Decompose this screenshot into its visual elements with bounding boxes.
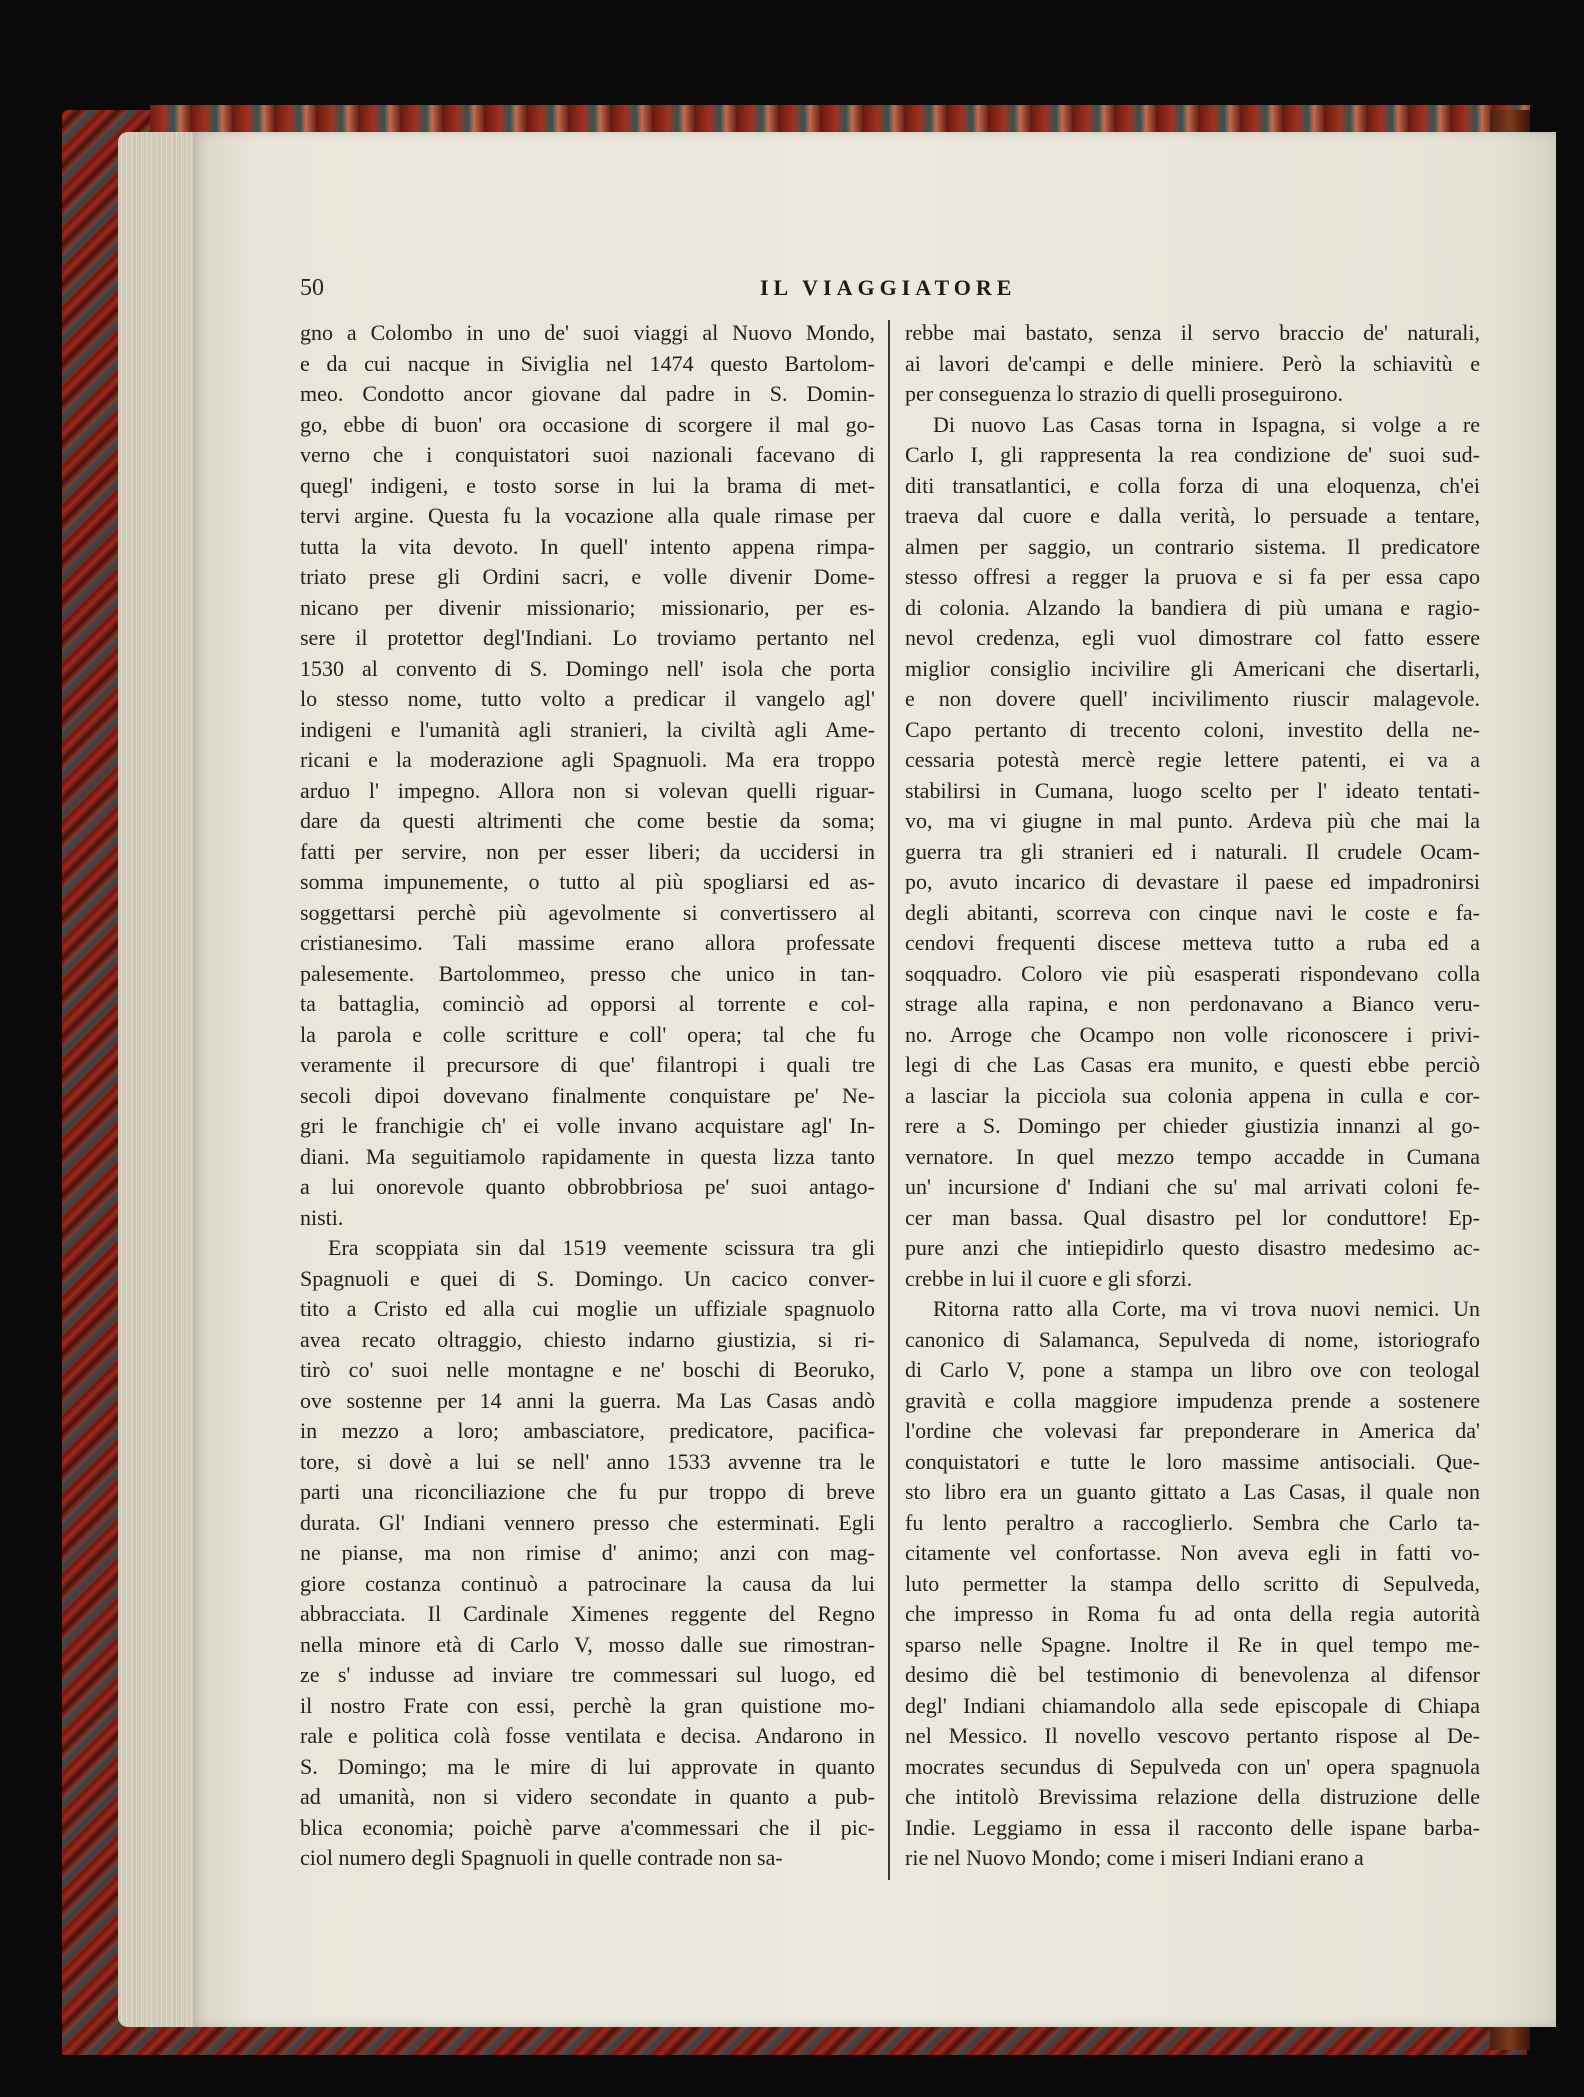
text-line: veramente il precursore di que' filantropi i quali tre <box>300 1052 875 1077</box>
text-line: guerra tra gli stranieri ed i naturali. Il crudele Ocam- <box>905 838 1480 864</box>
text-line: dare da questi altrimenti che come bestie da soma; <box>300 808 875 833</box>
right-column <box>905 318 1480 1898</box>
left-column <box>300 318 875 1898</box>
text-line: rebbe mai bastato, senza il servo braccio de' naturali, <box>905 320 1480 345</box>
text-line: e da cui nacque in Siviglia nel 1474 questo Bartolom- <box>300 350 875 376</box>
text-line: somma impunemente, o tutto al più spogliarsi ed as- <box>300 869 875 894</box>
text-line: la parola e colle scritture e coll' opera; tal che fu <box>300 1021 875 1047</box>
left-paragraph-2 <box>300 1233 875 1874</box>
text-line: vo, ma vi giugne in mal punto. Ardeva più che mai la <box>905 808 1480 833</box>
text-line: secoli dipoi dovevano finalmente conquistare pe' Ne- <box>300 1082 875 1108</box>
text-line: palesemente. Bartolommeo, presso che unico in tan- <box>300 960 875 986</box>
text-line: parti una riconciliazione che fu pur troppo di breve <box>300 1479 875 1504</box>
text-line: po, avuto incarico di devastare il paese ed impadronirsi <box>905 869 1480 894</box>
text-line: strage alla rapina, e non perdonavano a Bianco veru- <box>905 991 1480 1016</box>
text-line: per conseguenza lo strazio di quelli proseguirono. <box>905 381 1344 406</box>
text-line: legi di che Las Casas era munito, e questi ebbe perciò <box>905 1052 1480 1077</box>
page-number: 50 <box>300 275 324 301</box>
text-line: arduo l' impegno. Allora non si volevan quelli riguar- <box>300 777 875 803</box>
text-line: nel Messico. Il novello vescovo pertanto rispose al De- <box>905 1723 1480 1748</box>
text-line: sto libro era un guanto gittato a Las Casas, il quale non <box>905 1479 1480 1504</box>
text-line: Indie. Leggiamo in essa il racconto delle ispane barba- <box>905 1814 1480 1840</box>
text-line: ciol numero degli Spagnuoli in quelle contrade non sa- <box>300 1845 783 1870</box>
text-line: blica economia; poichè parve a'commessari che il pic- <box>300 1814 875 1840</box>
text-line: tore, si dovè a lui se nell' anno 1533 avvenne tra le <box>300 1448 875 1474</box>
text-line: gri le franchigie ch' ei volle invano acquistare agl' In- <box>300 1113 875 1138</box>
text-line: nicano per divenir missionario; missionario, per es- <box>300 594 875 620</box>
text-line: S. Domingo; ma le mire di lui approvate in quanto <box>300 1753 875 1779</box>
text-line: che impresso in Roma fu ad onta della regia autorità <box>905 1601 1480 1626</box>
text-line: diani. Ma seguitiamolo rapidamente in questa lizza tanto <box>300 1143 875 1169</box>
text-line: Ritorna ratto alla Corte, ma vi trova nuovi nemici. Un <box>933 1296 1480 1321</box>
running-title: IL VIAGGIATORE <box>760 275 1017 300</box>
text-line: ove sostenne per 14 anni la guerra. Ma Las Casas andò <box>300 1387 875 1413</box>
text-line: avea recato oltraggio, chiesto indarno giustizia, si ri- <box>300 1326 875 1352</box>
text-line: fatti per servire, non per esser liberi; da uccidersi in <box>300 838 875 864</box>
text-line: rale e politica colà fosse ventilata e decisa. Andarono in <box>300 1723 875 1748</box>
text-line: degli abitanti, scorreva con cinque navi le coste e fa- <box>905 899 1480 925</box>
text-line: stabilirsi in Cumana, luogo scelto per l' ideato tentati- <box>905 777 1480 803</box>
column-divider <box>888 320 890 1880</box>
text-line: mocrates secundus di Sepulveda con un' opera spagnuola <box>905 1753 1480 1779</box>
text-line: stesso offresi a regger la pruova e si fa per essa capo <box>905 564 1480 589</box>
text-line: tervi argine. Questa fu la vocazione alla quale rimase per <box>300 503 875 528</box>
text-line: pure anzi che intiepidirlo questo disastro medesimo ac- <box>905 1235 1480 1260</box>
text-line: di Carlo V, pone a stampa un libro ove con teologal <box>905 1357 1480 1382</box>
text-line: nevol credenza, egli vuol dimostrare col fatto essere <box>905 625 1480 650</box>
text-line: l'ordine che volevasi far preponderare in America da' <box>905 1418 1480 1443</box>
text-line: go, ebbe di buon' ora occasione di scorgere il mal go- <box>300 411 875 437</box>
text-line: cer man bassa. Qual disastro pel lor conduttore! Ep- <box>905 1204 1480 1230</box>
text-line: ta battaglia, cominciò ad opporsi al torrente e col- <box>300 991 875 1016</box>
text-line: cessaria potestà mercè regie lettere patenti, ei va a <box>905 747 1480 772</box>
text-line: ne pianse, ma non rimise d' animo; anzi con mag- <box>300 1540 875 1565</box>
text-line: il nostro Frate con essi, perchè la gran quistione mo- <box>300 1692 875 1718</box>
text-line: un' incursione d' Indiani che su' mal arrivati coloni fe- <box>905 1174 1480 1199</box>
text-line: diti transatlantici, e colla forza di una eloquenza, ch'ei <box>905 472 1480 498</box>
text-line: tutta la vita devoto. In quell' intento appena rimpa- <box>300 533 875 559</box>
right-paragraph-3 <box>905 1294 1480 1874</box>
text-line: nella minore età di Carlo V, mosso dalle sue rimostran- <box>300 1631 875 1657</box>
text-line: in mezzo a loro; ambasciatore, predicatore, pacifica- <box>300 1418 875 1443</box>
text-line: gno a Colombo in uno de' suoi viaggi al Nuovo Mondo, <box>300 320 875 345</box>
text-line: a lasciar la picciola sua colonia appena in culla e cor- <box>905 1082 1480 1108</box>
text-line: lo stesso nome, tutto volto a predicar il vangelo agl' <box>300 686 875 711</box>
text-line: ricani e la moderazione agli Spagnuoli. Ma era troppo <box>300 747 875 772</box>
text-line: Spagnuoli e quei di S. Domingo. Un cacico conver- <box>300 1265 875 1291</box>
text-line: 1530 al convento di S. Domingo nell' isola che porta <box>300 655 875 681</box>
text-line: rie nel Nuovo Mondo; come i miseri Indiani erano a <box>905 1845 1364 1870</box>
text-line: almen per saggio, un contrario sistema. Il predicatore <box>905 533 1480 559</box>
text-line: vernatore. In quel mezzo tempo accadde in Cumana <box>905 1143 1480 1169</box>
text-line: indigeni e l'umanità agli stranieri, la civiltà agli Ame- <box>300 716 875 742</box>
text-line: nisti. <box>300 1204 344 1230</box>
text-line: luto permetter la stampa dello scritto di Sepulveda, <box>905 1570 1480 1596</box>
text-line: soqquadro. Coloro vie più esasperati rispondevano colla <box>905 960 1480 986</box>
text-line: sparso nelle Spagne. Inoltre il Re in quel tempo me- <box>905 1631 1480 1657</box>
text-line: conquistatori e tutte le loro massime antisociali. Que- <box>905 1448 1480 1474</box>
text-line: abbracciata. Il Cardinale Ximenes reggente del Regno <box>300 1601 875 1626</box>
text-line: a lui onorevole quanto obbrobbriosa pe' suoi antago- <box>300 1174 875 1199</box>
text-line: sere il protettor degl'Indiani. Lo troviamo pertanto nel <box>300 625 875 650</box>
text-line: ai lavori de'campi e delle miniere. Però la schiavitù e <box>905 350 1480 376</box>
text-line: che intitolò Brevissima relazione della distruzione delle <box>905 1784 1480 1809</box>
text-line: citamente vel confortasse. Non aveva egli in fatti vo- <box>905 1540 1480 1565</box>
text-line: quegl' indigeni, e tosto sorse in lui la brama di met- <box>300 472 875 498</box>
text-line: degl' Indiani chiamandolo alla sede episcopale di Chiapa <box>905 1692 1480 1718</box>
page-header <box>300 275 1525 305</box>
text-line: ad umanità, non si videro secondate in quanto a pub- <box>300 1784 875 1809</box>
text-line: durata. Gl' Indiani vennero presso che esterminati. Egli <box>300 1509 875 1535</box>
text-line: Capo pertanto di trecento coloni, investito della ne- <box>905 716 1480 742</box>
text-line: meo. Condotto ancor giovane dal padre in S. Domin- <box>300 381 875 406</box>
text-line: gravità e colla maggiore impudenza prende a sostenere <box>905 1387 1480 1413</box>
text-line: verno che i conquistatori suoi nazionali facevano di <box>300 442 875 467</box>
text-line: miglior consiglio incivilire gli Americani che disertarli, <box>905 655 1480 681</box>
text-line: cristianesimo. Tali massime erano allora professate <box>300 930 875 955</box>
text-line: crebbe in lui il cuore e gli sforzi. <box>905 1265 1193 1291</box>
text-line: e non dovere quell' incivilimento riuscir malagevole. <box>905 686 1480 711</box>
text-line: tirò co' suoi nelle montagne e ne' boschi di Beoruko, <box>300 1357 875 1382</box>
right-paragraph-1 <box>905 318 1480 410</box>
text-line: Era scoppiata sin dal 1519 veemente scissura tra gli <box>328 1235 875 1260</box>
text-line: tito a Cristo ed alla cui moglie un uffiziale spagnuolo <box>300 1296 875 1321</box>
text-line: Di nuovo Las Casas torna in Ispagna, si volge a re <box>933 411 1480 437</box>
text-line: no. Arroge che Ocampo non volle riconoscere i privi- <box>905 1021 1480 1047</box>
text-line: di colonia. Alzando la bandiera di più umana e ragio- <box>905 594 1480 620</box>
text-line: ze s' indusse ad inviare tre commessari sul luogo, ed <box>300 1662 875 1687</box>
text-line: cendovi frequenti discese metteva tutto a ruba ed a <box>905 930 1480 955</box>
text-line: desimo diè bel testimonio di benevolenza al difensor <box>905 1662 1480 1687</box>
text-line: triato prese gli Ordini sacri, e volle divenir Dome- <box>300 564 875 589</box>
text-line: rere a S. Domingo per chieder giustizia innanzi al go- <box>905 1113 1480 1138</box>
page-stack-edge <box>118 132 198 2027</box>
text-line: Carlo I, gli rappresenta la rea condizione de' suoi sud- <box>905 442 1480 467</box>
text-line: soggettarsi perchè più agevolmente si convertissero al <box>300 899 875 925</box>
text-line: traeva dal cuore e dalla verità, lo persuade a tentare, <box>905 503 1480 528</box>
left-paragraph-1 <box>300 318 875 1233</box>
text-line: fu lento peraltro a raccoglierlo. Sembra che Carlo ta- <box>905 1509 1480 1535</box>
text-line: giore costanza continuò a patrocinare la causa da lui <box>300 1570 875 1596</box>
right-paragraph-2 <box>905 410 1480 1295</box>
text-line: canonico di Salamanca, Sepulveda di nome, istoriografo <box>905 1326 1480 1352</box>
